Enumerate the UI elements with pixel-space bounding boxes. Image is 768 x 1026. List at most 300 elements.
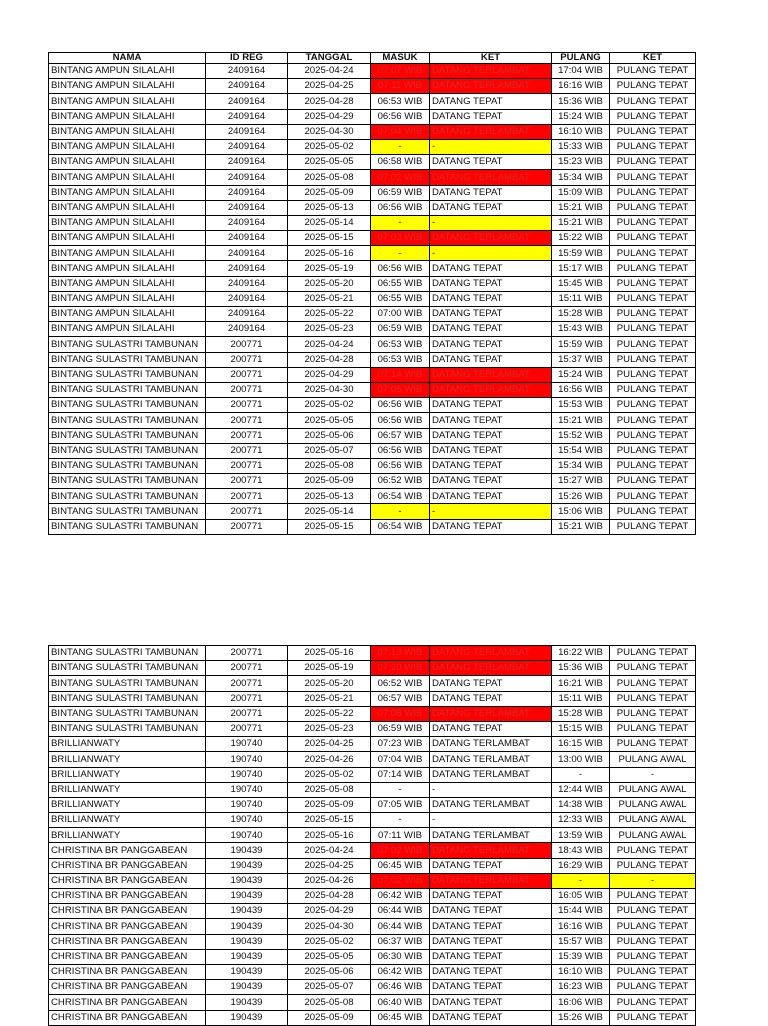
cell-id-reg: 2409164 xyxy=(206,64,288,79)
table-row xyxy=(49,873,696,888)
cell-masuk: 06:53 WIB xyxy=(371,337,430,352)
cell-tanggal: 2025-05-05 xyxy=(288,413,371,428)
cell-ket-pulang: PULANG TEPAT xyxy=(610,200,696,215)
cell-tanggal: 2025-04-29 xyxy=(288,904,371,919)
cell-ket-masuk: DATANG TEPAT xyxy=(430,443,552,458)
cell-pulang: 16:10 WIB xyxy=(552,964,610,979)
cell-tanggal: 2025-05-23 xyxy=(288,721,371,736)
cell-id-reg: 200771 xyxy=(206,646,288,661)
cell-ket-pulang: PULANG TEPAT xyxy=(610,995,696,1010)
cell-nama: BINTANG SULASTRI TAMBUNAN xyxy=(49,691,206,706)
cell-pulang: 12:33 WIB xyxy=(552,813,610,828)
table-row xyxy=(49,676,696,691)
cell-pulang: 16:16 WIB xyxy=(552,79,610,94)
cell-nama: BINTANG AMPUN SILALAHI xyxy=(49,139,206,154)
table-row xyxy=(49,367,696,382)
cell-id-reg: 190740 xyxy=(206,737,288,752)
cell-masuk: 07:11 WIB xyxy=(371,79,430,94)
cell-ket-pulang: PULANG TEPAT xyxy=(610,276,696,291)
cell-ket-masuk: DATANG TEPAT xyxy=(430,474,552,489)
cell-id-reg: 200771 xyxy=(206,367,288,382)
cell-id-reg: 2409164 xyxy=(206,307,288,322)
cell-masuk: 07:02 WIB xyxy=(371,170,430,185)
cell-nama: BINTANG SULASTRI TAMBUNAN xyxy=(49,519,206,534)
table-row xyxy=(49,995,696,1010)
cell-ket-pulang: PULANG TEPAT xyxy=(610,291,696,306)
table-row xyxy=(49,307,696,322)
cell-ket-pulang: PULANG TEPAT xyxy=(610,170,696,185)
cell-tanggal: 2025-05-19 xyxy=(288,661,371,676)
cell-tanggal: 2025-05-02 xyxy=(288,398,371,413)
cell-tanggal: 2025-04-25 xyxy=(288,79,371,94)
cell-pulang: 17:04 WIB xyxy=(552,64,610,79)
cell-ket-pulang: PULANG TEPAT xyxy=(610,398,696,413)
table-row xyxy=(49,934,696,949)
cell-tanggal: 2025-04-28 xyxy=(288,352,371,367)
cell-masuk: 06:56 WIB xyxy=(371,200,430,215)
cell-masuk: 06:45 WIB xyxy=(371,1010,430,1025)
cell-nama: BINTANG AMPUN SILALAHI xyxy=(49,276,206,291)
cell-nama: BINTANG AMPUN SILALAHI xyxy=(49,261,206,276)
cell-ket-pulang: PULANG TEPAT xyxy=(610,489,696,504)
cell-masuk: 07:11 WIB xyxy=(371,828,430,843)
cell-pulang: 15:53 WIB xyxy=(552,398,610,413)
cell-masuk: 06:55 WIB xyxy=(371,291,430,306)
cell-pulang: 15:43 WIB xyxy=(552,322,610,337)
cell-id-reg: 190740 xyxy=(206,828,288,843)
header-nama: NAMA xyxy=(49,53,206,64)
cell-nama: BINTANG SULASTRI TAMBUNAN xyxy=(49,676,206,691)
cell-ket-pulang: PULANG TEPAT xyxy=(610,661,696,676)
cell-ket-pulang: PULANG TEPAT xyxy=(610,322,696,337)
cell-id-reg: 190439 xyxy=(206,949,288,964)
cell-ket-masuk: DATANG TEPAT xyxy=(430,904,552,919)
cell-nama: CHRISTINA BR PANGGABEAN xyxy=(49,1010,206,1025)
cell-ket-pulang: PULANG TEPAT xyxy=(610,246,696,261)
cell-nama: BINTANG SULASTRI TAMBUNAN xyxy=(49,706,206,721)
cell-nama: BINTANG AMPUN SILALAHI xyxy=(49,79,206,94)
cell-tanggal: 2025-04-24 xyxy=(288,337,371,352)
cell-masuk: 06:58 WIB xyxy=(371,155,430,170)
table-row xyxy=(49,322,696,337)
cell-id-reg: 190740 xyxy=(206,813,288,828)
cell-ket-pulang: PULANG TEPAT xyxy=(610,155,696,170)
cell-id-reg: 2409164 xyxy=(206,231,288,246)
cell-id-reg: 190439 xyxy=(206,919,288,934)
cell-nama: BINTANG SULASTRI TAMBUNAN xyxy=(49,489,206,504)
cell-pulang: 15:06 WIB xyxy=(552,504,610,519)
cell-masuk: 07:14 WIB xyxy=(371,367,430,382)
cell-pulang: 15:39 WIB xyxy=(552,949,610,964)
cell-masuk: 07:20 WIB xyxy=(371,661,430,676)
cell-tanggal: 2025-04-25 xyxy=(288,858,371,873)
table-row xyxy=(49,185,696,200)
cell-masuk: 06:54 WIB xyxy=(371,489,430,504)
cell-masuk: - xyxy=(371,215,430,230)
cell-ket-masuk: DATANG TEPAT xyxy=(430,995,552,1010)
cell-masuk: 06:44 WIB xyxy=(371,919,430,934)
cell-ket-pulang: PULANG TEPAT xyxy=(610,858,696,873)
cell-tanggal: 2025-04-30 xyxy=(288,382,371,397)
cell-masuk: 07:03 WIB xyxy=(371,231,430,246)
table-row xyxy=(49,489,696,504)
cell-masuk: 06:53 WIB xyxy=(371,352,430,367)
cell-masuk: - xyxy=(371,139,430,154)
cell-id-reg: 200771 xyxy=(206,443,288,458)
cell-ket-pulang: PULANG TEPAT xyxy=(610,352,696,367)
cell-ket-pulang: PULANG TEPAT xyxy=(610,519,696,534)
table-row xyxy=(49,261,696,276)
cell-id-reg: 2409164 xyxy=(206,291,288,306)
cell-masuk: - xyxy=(371,246,430,261)
cell-tanggal: 2025-05-05 xyxy=(288,949,371,964)
cell-id-reg: 200771 xyxy=(206,721,288,736)
cell-nama: BRILLIANWATY xyxy=(49,828,206,843)
cell-ket-pulang: PULANG AWAL xyxy=(610,813,696,828)
cell-nama: BINTANG SULASTRI TAMBUNAN xyxy=(49,382,206,397)
cell-ket-pulang: PULANG TEPAT xyxy=(610,185,696,200)
cell-ket-pulang: PULANG TEPAT xyxy=(610,428,696,443)
cell-ket-masuk: DATANG TERLAMBAT xyxy=(430,767,552,782)
cell-tanggal: 2025-05-08 xyxy=(288,995,371,1010)
table-row xyxy=(49,782,696,797)
attendance-table-1 xyxy=(48,52,696,535)
cell-ket-pulang: PULANG TEPAT xyxy=(610,64,696,79)
cell-pulang: 16:06 WIB xyxy=(552,995,610,1010)
cell-id-reg: 2409164 xyxy=(206,322,288,337)
cell-pulang: 16:29 WIB xyxy=(552,858,610,873)
cell-tanggal: 2025-05-14 xyxy=(288,504,371,519)
cell-nama: BINTANG SULASTRI TAMBUNAN xyxy=(49,661,206,676)
cell-ket-pulang: PULANG TEPAT xyxy=(610,964,696,979)
cell-id-reg: 190740 xyxy=(206,782,288,797)
table-row xyxy=(49,797,696,812)
cell-pulang: 15:23 WIB xyxy=(552,155,610,170)
cell-nama: BINTANG AMPUN SILALAHI xyxy=(49,124,206,139)
cell-ket-masuk: DATANG TEPAT xyxy=(430,919,552,934)
cell-id-reg: 2409164 xyxy=(206,79,288,94)
table-row xyxy=(49,767,696,782)
table-row xyxy=(49,458,696,473)
cell-pulang: 15:21 WIB xyxy=(552,413,610,428)
cell-ket-masuk: DATANG TERLAMBAT xyxy=(430,737,552,752)
cell-nama: BINTANG AMPUN SILALAHI xyxy=(49,246,206,261)
cell-ket-masuk: DATANG TEPAT xyxy=(430,307,552,322)
cell-pulang: 16:23 WIB xyxy=(552,980,610,995)
cell-tanggal: 2025-05-08 xyxy=(288,170,371,185)
cell-ket-pulang: PULANG TEPAT xyxy=(610,706,696,721)
cell-id-reg: 2409164 xyxy=(206,109,288,124)
table-2-body xyxy=(49,646,696,1026)
cell-ket-pulang: PULANG TEPAT xyxy=(610,980,696,995)
cell-nama: BINTANG AMPUN SILALAHI xyxy=(49,155,206,170)
cell-ket-masuk: DATANG TEPAT xyxy=(430,322,552,337)
cell-ket-masuk: DATANG TERLAMBAT xyxy=(430,797,552,812)
cell-pulang: 15:59 WIB xyxy=(552,337,610,352)
cell-nama: BRILLIANWATY xyxy=(49,797,206,812)
cell-tanggal: 2025-05-22 xyxy=(288,706,371,721)
cell-ket-masuk: DATANG TEPAT xyxy=(430,276,552,291)
cell-masuk: 06:40 WIB xyxy=(371,995,430,1010)
cell-masuk: 06:53 WIB xyxy=(371,94,430,109)
cell-ket-masuk: DATANG TEPAT xyxy=(430,676,552,691)
cell-id-reg: 190439 xyxy=(206,904,288,919)
table-row xyxy=(49,443,696,458)
cell-ket-pulang: - xyxy=(610,873,696,888)
table-row xyxy=(49,858,696,873)
cell-id-reg: 200771 xyxy=(206,428,288,443)
table-row xyxy=(49,828,696,843)
cell-nama: CHRISTINA BR PANGGABEAN xyxy=(49,858,206,873)
cell-id-reg: 200771 xyxy=(206,519,288,534)
cell-masuk: 07:23 WIB xyxy=(371,737,430,752)
cell-id-reg: 2409164 xyxy=(206,185,288,200)
table-row xyxy=(49,737,696,752)
table-row xyxy=(49,843,696,858)
cell-tanggal: 2025-04-28 xyxy=(288,889,371,904)
table-row xyxy=(49,889,696,904)
cell-tanggal: 2025-05-02 xyxy=(288,934,371,949)
cell-nama: BINTANG AMPUN SILALAHI xyxy=(49,231,206,246)
cell-ket-masuk: DATANG TEPAT xyxy=(430,458,552,473)
cell-tanggal: 2025-04-30 xyxy=(288,919,371,934)
cell-pulang: 15:26 WIB xyxy=(552,489,610,504)
cell-pulang: 12:44 WIB xyxy=(552,782,610,797)
cell-id-reg: 200771 xyxy=(206,458,288,473)
cell-id-reg: 190439 xyxy=(206,889,288,904)
cell-ket-masuk: DATANG TEPAT xyxy=(430,889,552,904)
cell-pulang: 15:45 WIB xyxy=(552,276,610,291)
cell-ket-pulang: PULANG TEPAT xyxy=(610,337,696,352)
cell-tanggal: 2025-05-09 xyxy=(288,185,371,200)
cell-pulang: 14:38 WIB xyxy=(552,797,610,812)
cell-pulang: 15:52 WIB xyxy=(552,428,610,443)
cell-pulang: 15:36 WIB xyxy=(552,661,610,676)
cell-masuk: - xyxy=(371,504,430,519)
cell-id-reg: 200771 xyxy=(206,337,288,352)
cell-nama: BINTANG AMPUN SILALAHI xyxy=(49,200,206,215)
header-tanggal: TANGGAL xyxy=(288,53,371,64)
cell-pulang: 16:15 WIB xyxy=(552,737,610,752)
cell-id-reg: 2409164 xyxy=(206,276,288,291)
cell-id-reg: 190439 xyxy=(206,843,288,858)
cell-ket-masuk: DATANG TERLAMBAT xyxy=(430,170,552,185)
cell-id-reg: 200771 xyxy=(206,676,288,691)
cell-pulang: 15:21 WIB xyxy=(552,519,610,534)
cell-ket-masuk: DATANG TERLAMBAT xyxy=(430,382,552,397)
cell-pulang: 18:43 WIB xyxy=(552,843,610,858)
cell-ket-masuk: DATANG TEPAT xyxy=(430,94,552,109)
cell-masuk: - xyxy=(371,813,430,828)
table-row xyxy=(49,246,696,261)
table-row xyxy=(49,519,696,534)
cell-pulang: 15:33 WIB xyxy=(552,139,610,154)
cell-pulang: 15:24 WIB xyxy=(552,109,610,124)
cell-masuk: 06:56 WIB xyxy=(371,458,430,473)
cell-pulang: 15:36 WIB xyxy=(552,94,610,109)
cell-id-reg: 2409164 xyxy=(206,200,288,215)
header-ket-pulang: KET xyxy=(610,53,696,64)
cell-masuk: 06:52 WIB xyxy=(371,676,430,691)
cell-ket-masuk: DATANG TEPAT xyxy=(430,980,552,995)
header-row xyxy=(49,53,696,64)
cell-pulang: 15:57 WIB xyxy=(552,934,610,949)
table-row xyxy=(49,904,696,919)
cell-nama: BINTANG AMPUN SILALAHI xyxy=(49,322,206,337)
cell-masuk: 06:52 WIB xyxy=(371,474,430,489)
cell-pulang: - xyxy=(552,873,610,888)
header-id-reg: ID REG xyxy=(206,53,288,64)
cell-masuk: 07:07 WIB xyxy=(371,64,430,79)
table-row xyxy=(49,291,696,306)
cell-nama: BINTANG SULASTRI TAMBUNAN xyxy=(49,398,206,413)
table-row xyxy=(49,398,696,413)
cell-nama: BINTANG AMPUN SILALAHI xyxy=(49,109,206,124)
cell-ket-pulang: PULANG TEPAT xyxy=(610,413,696,428)
cell-pulang: 13:00 WIB xyxy=(552,752,610,767)
cell-id-reg: 200771 xyxy=(206,474,288,489)
cell-ket-masuk: DATANG TERLAMBAT xyxy=(430,706,552,721)
cell-ket-pulang: PULANG TEPAT xyxy=(610,691,696,706)
cell-ket-pulang: PULANG AWAL xyxy=(610,797,696,812)
table-row xyxy=(49,352,696,367)
cell-nama: BRILLIANWATY xyxy=(49,782,206,797)
cell-masuk: 07:00 WIB xyxy=(371,307,430,322)
cell-pulang: 15:17 WIB xyxy=(552,261,610,276)
cell-ket-pulang: PULANG TEPAT xyxy=(610,474,696,489)
cell-id-reg: 190740 xyxy=(206,752,288,767)
cell-ket-masuk: DATANG TEPAT xyxy=(430,691,552,706)
cell-ket-pulang: PULANG TEPAT xyxy=(610,231,696,246)
cell-masuk: 07:02 WIB xyxy=(371,843,430,858)
cell-id-reg: 2409164 xyxy=(206,124,288,139)
cell-ket-pulang: PULANG TEPAT xyxy=(610,382,696,397)
table-row xyxy=(49,94,696,109)
table-row xyxy=(49,276,696,291)
cell-ket-pulang: PULANG TEPAT xyxy=(610,949,696,964)
cell-ket-pulang: PULANG TEPAT xyxy=(610,261,696,276)
cell-nama: BINTANG AMPUN SILALAHI xyxy=(49,185,206,200)
cell-masuk: 06:46 WIB xyxy=(371,980,430,995)
cell-ket-masuk: DATANG TERLAMBAT xyxy=(430,64,552,79)
cell-nama: CHRISTINA BR PANGGABEAN xyxy=(49,904,206,919)
cell-masuk: 06:44 WIB xyxy=(371,904,430,919)
cell-nama: CHRISTINA BR PANGGABEAN xyxy=(49,949,206,964)
cell-pulang: 15:21 WIB xyxy=(552,200,610,215)
table-row xyxy=(49,646,696,661)
cell-tanggal: 2025-05-20 xyxy=(288,676,371,691)
cell-id-reg: 190740 xyxy=(206,797,288,812)
cell-nama: BINTANG SULASTRI TAMBUNAN xyxy=(49,337,206,352)
cell-pulang: 15:11 WIB xyxy=(552,291,610,306)
table-row xyxy=(49,813,696,828)
table-row xyxy=(49,1010,696,1025)
cell-ket-pulang: PULANG TEPAT xyxy=(610,307,696,322)
cell-tanggal: 2025-05-20 xyxy=(288,276,371,291)
cell-ket-masuk: DATANG TERLAMBAT xyxy=(430,367,552,382)
cell-pulang: 13:59 WIB xyxy=(552,828,610,843)
table-row xyxy=(49,428,696,443)
cell-pulang: 16:21 WIB xyxy=(552,676,610,691)
cell-tanggal: 2025-05-07 xyxy=(288,980,371,995)
cell-id-reg: 2409164 xyxy=(206,215,288,230)
table-row xyxy=(49,919,696,934)
cell-nama: CHRISTINA BR PANGGABEAN xyxy=(49,995,206,1010)
cell-ket-pulang: PULANG TEPAT xyxy=(610,109,696,124)
table-row xyxy=(49,231,696,246)
cell-ket-masuk: DATANG TEPAT xyxy=(430,428,552,443)
cell-tanggal: 2025-05-21 xyxy=(288,691,371,706)
cell-ket-pulang: PULANG TEPAT xyxy=(610,646,696,661)
cell-masuk: 06:59 WIB xyxy=(371,185,430,200)
cell-ket-masuk: DATANG TEPAT xyxy=(430,519,552,534)
table-row xyxy=(49,139,696,154)
cell-ket-masuk: DATANG TEPAT xyxy=(430,934,552,949)
cell-nama: BINTANG SULASTRI TAMBUNAN xyxy=(49,474,206,489)
cell-pulang: - xyxy=(552,767,610,782)
cell-tanggal: 2025-05-16 xyxy=(288,646,371,661)
cell-nama: BINTANG SULASTRI TAMBUNAN xyxy=(49,721,206,736)
cell-nama: BINTANG SULASTRI TAMBUNAN xyxy=(49,443,206,458)
attendance-table-2 xyxy=(48,645,696,1026)
table-1-body xyxy=(49,64,696,535)
cell-masuk: 07:13 WIB xyxy=(371,646,430,661)
cell-masuk: 06:55 WIB xyxy=(371,276,430,291)
cell-ket-masuk: DATANG TEPAT xyxy=(430,109,552,124)
cell-ket-masuk: DATANG TEPAT xyxy=(430,949,552,964)
cell-tanggal: 2025-04-29 xyxy=(288,367,371,382)
cell-tanggal: 2025-05-08 xyxy=(288,458,371,473)
table-row xyxy=(49,721,696,736)
cell-ket-pulang: PULANG TEPAT xyxy=(610,94,696,109)
cell-ket-pulang: PULANG TEPAT xyxy=(610,919,696,934)
cell-ket-pulang: PULANG TEPAT xyxy=(610,676,696,691)
cell-id-reg: 200771 xyxy=(206,382,288,397)
cell-id-reg: 190439 xyxy=(206,995,288,1010)
cell-id-reg: 200771 xyxy=(206,489,288,504)
cell-tanggal: 2025-05-16 xyxy=(288,828,371,843)
cell-nama: CHRISTINA BR PANGGABEAN xyxy=(49,889,206,904)
cell-id-reg: 2409164 xyxy=(206,261,288,276)
cell-ket-masuk: DATANG TEPAT xyxy=(430,721,552,736)
cell-tanggal: 2025-05-09 xyxy=(288,474,371,489)
cell-masuk: 07:05 WIB xyxy=(371,797,430,812)
cell-nama: BRILLIANWATY xyxy=(49,737,206,752)
cell-id-reg: 190439 xyxy=(206,980,288,995)
cell-masuk: 06:59 WIB xyxy=(371,322,430,337)
cell-ket-pulang: PULANG TEPAT xyxy=(610,721,696,736)
cell-tanggal: 2025-05-14 xyxy=(288,215,371,230)
cell-masuk: 07:04 WIB xyxy=(371,752,430,767)
header-pulang: PULANG xyxy=(552,53,610,64)
cell-nama: BINTANG SULASTRI TAMBUNAN xyxy=(49,646,206,661)
cell-masuk: 06:56 WIB xyxy=(371,413,430,428)
cell-pulang: 15:11 WIB xyxy=(552,691,610,706)
cell-tanggal: 2025-05-09 xyxy=(288,1010,371,1025)
cell-masuk: 06:30 WIB xyxy=(371,949,430,964)
cell-id-reg: 200771 xyxy=(206,398,288,413)
cell-tanggal: 2025-05-21 xyxy=(288,291,371,306)
cell-tanggal: 2025-04-26 xyxy=(288,873,371,888)
cell-ket-pulang: PULANG TEPAT xyxy=(610,139,696,154)
cell-pulang: 15:34 WIB xyxy=(552,170,610,185)
cell-nama: BINTANG SULASTRI TAMBUNAN xyxy=(49,352,206,367)
cell-tanggal: 2025-05-02 xyxy=(288,767,371,782)
table-row xyxy=(49,200,696,215)
cell-ket-pulang: PULANG TEPAT xyxy=(610,889,696,904)
table-row xyxy=(49,215,696,230)
cell-tanggal: 2025-05-02 xyxy=(288,139,371,154)
